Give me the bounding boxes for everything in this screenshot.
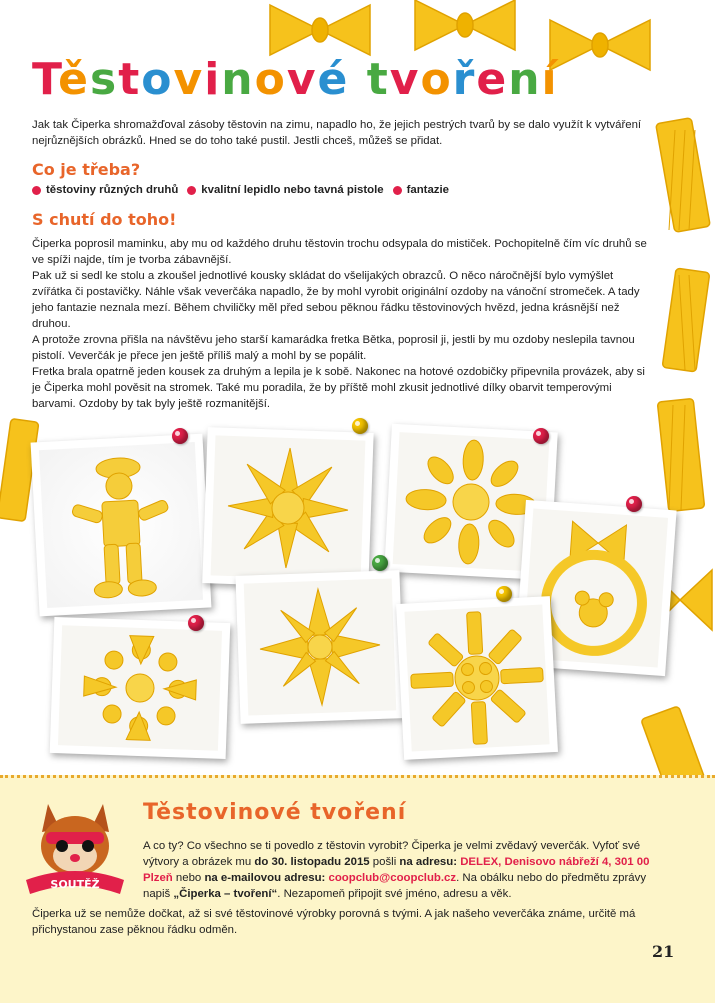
steps-paragraph: Pak už si sedl ke stolu a zkoušel jednotlivé kousky skládat do všelijakých obrazců. O něco náročnější bylo vymýšlet zvířátka či postavičky. Náhle však veverčáka napadlo, že by mohl vyrobit originální ozdoby na vánoční stromeček. A tady jeho fantazie neznala mezí. Během chviličky měl před sebou pěknou řádku těstovinových hvězd, jedna krásnější než druhou.	[32, 270, 640, 330]
title-letter: s	[90, 54, 119, 105]
pasta-flower-image	[58, 625, 222, 751]
photo-pasta-figure	[31, 434, 212, 617]
title-letter: v	[389, 54, 421, 105]
title-letter: n	[508, 54, 542, 105]
steps-text	[32, 236, 652, 412]
contest-text-part: . Na obálku nebo do předmětu zprávy napiš	[143, 872, 647, 900]
pushpin-icon	[188, 615, 204, 631]
contest-closing: Čiperka už se nemůže dočkat, až si své těstovinové výrobky porovná s tvými. A jak našeho veverčáka známe, určitě má přichystanou zase pěknou řádku odměn.	[32, 908, 636, 936]
pushpin-icon	[352, 418, 368, 434]
contest-text-part: . Nezapomeň připojit své jméno, adresu a věk.	[277, 888, 512, 900]
title-letter: t	[118, 54, 142, 105]
intro-paragraph: Jak tak Čiperka shromažďoval zásoby těstovin na zimu, napadlo ho, že jejich pestrých tvarů by se dalo využít k vytváření nejrůznějších obrázků. Hned se do toho také pustil. Jestli chceš, můžeš se přidat.	[32, 119, 642, 147]
needs-list	[32, 184, 458, 196]
postal-address: DELEX, Denisovo nábřeží 4, 301 00 Plzeň	[143, 856, 650, 884]
email-subject: „Čiperka – tvoření“	[173, 888, 278, 900]
title-letter: ř	[452, 54, 477, 105]
title-letter: ě	[58, 54, 91, 105]
pasta-sun-image	[211, 435, 366, 580]
photo-pasta-star	[235, 570, 404, 724]
photo-pasta-flower	[50, 617, 231, 759]
contest-text	[143, 838, 673, 902]
pushpin-icon	[496, 586, 512, 602]
needs-item: kvalitní lepidlo nebo tavná pistole	[201, 184, 384, 196]
photo-pasta-sun	[202, 427, 373, 589]
title-letter: o	[420, 54, 453, 105]
pasta-figure-image	[39, 442, 203, 608]
contest-text-part: nebo	[172, 872, 205, 884]
pushpin-icon	[533, 428, 549, 444]
pushpin-icon	[626, 496, 642, 512]
page-number: 21	[652, 942, 675, 961]
title-letter: o	[141, 54, 174, 105]
steps-heading: S chutí do toho!	[32, 210, 177, 229]
title-letter: n	[221, 54, 255, 105]
pushpin-icon	[372, 555, 388, 571]
email-link[interactable]: coopclub@coopclub.cz	[328, 872, 457, 884]
title-letter: t	[366, 54, 390, 105]
pasta-star-image	[244, 578, 397, 715]
needs-item: těstoviny různých druhů	[46, 184, 179, 196]
contest-text-part: A co ty? Co všechno se ti povedlo z těstovin vyrobit? Čiperka je velmi zvědavý veverčák. Vyfoť své výtvory a obrázek mu	[143, 840, 641, 868]
pushpin-icon	[172, 428, 188, 444]
title-letter: o	[254, 54, 287, 105]
contest-badge-label: SOUTĚŽ	[50, 878, 100, 891]
page-title	[32, 54, 559, 105]
title-letter: e	[476, 54, 509, 105]
title-letter: é	[317, 54, 350, 105]
steps-paragraph: Čiperka poprosil maminku, aby mu od každého druhu těstovin trochu odsypala do mističek. Pochopitelně čím víc druhů se ve spíži najde, tím je tvorba zábavnější.	[32, 238, 647, 266]
contest-text-part: pošli	[369, 856, 400, 868]
squirrel-mascot-icon	[18, 784, 133, 899]
contest-text-part: na e-mailovou adresu:	[204, 872, 326, 884]
deadline: do 30. listopadu 2015	[254, 856, 370, 868]
steps-paragraph: A protože zrovna přišla na návštěvu jeho starší kamarádka fretka Bětka, poprosil ji, jestli by mu ozdoby neslepila tavnou pistolí. Veverčák je přece jen ještě příliš malý a mohl by se popálit.	[32, 334, 635, 362]
bullet-icon	[187, 186, 196, 195]
title-letter: v	[173, 54, 205, 105]
contest-text-part: na adresu:	[399, 856, 458, 868]
bullet-icon	[393, 186, 402, 195]
pasta-snowflake-image	[404, 604, 549, 751]
title-letter: v	[286, 54, 318, 105]
contest-title: Těstovinové tvoření	[143, 800, 407, 825]
needs-heading: Co je třeba?	[32, 160, 141, 179]
title-letter: í	[541, 54, 559, 105]
title-letter: i	[204, 54, 222, 105]
penne-pasta-decoration	[655, 100, 715, 520]
title-letter: T	[32, 54, 59, 105]
bullet-icon	[32, 186, 41, 195]
needs-item: fantazie	[406, 184, 449, 196]
photo-pasta-snowflake	[396, 596, 558, 760]
steps-paragraph: Fretka brala opatrně jeden kousek za druhým a lepila je k sobě. Nakonec na hotové ozdobičky připevnila provázek, aby si je Čiperka mohl pověsit na stromek. Také mu poradila, že by příště mohl zkusit jednotlivé dílky obarvit temperovými barvami. Ozdoby by tak byly ještě rozmanitější.	[32, 366, 645, 410]
title-letter	[349, 54, 366, 105]
